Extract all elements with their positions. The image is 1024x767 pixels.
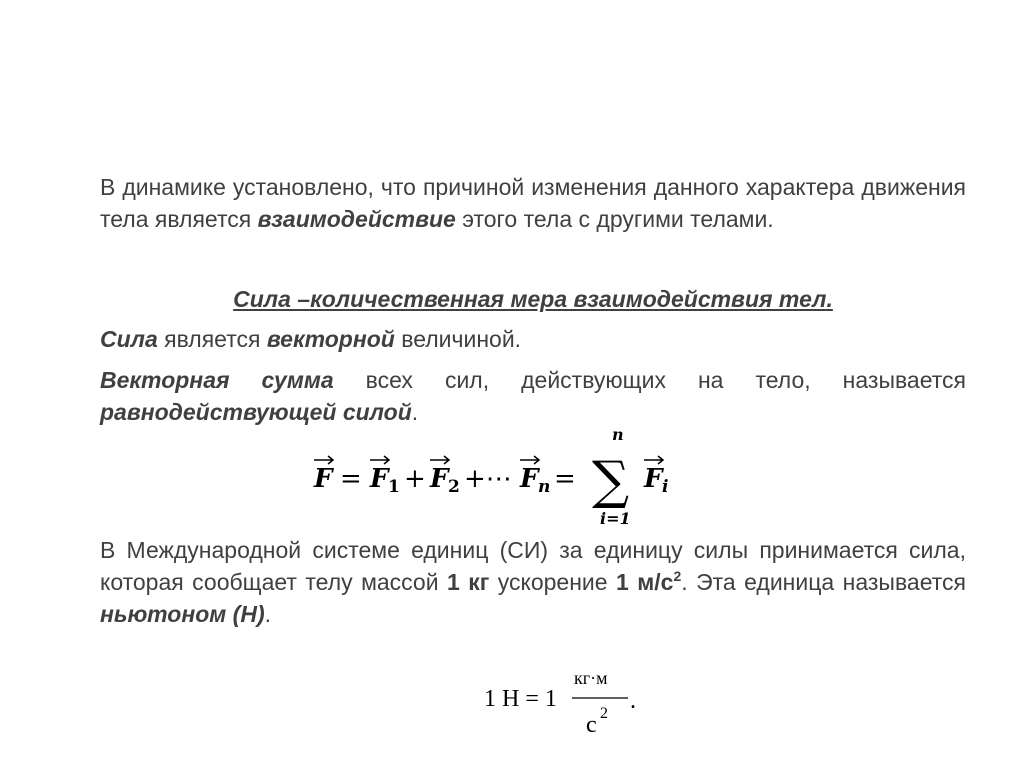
p3-resultant: равнодействующей силой [100,399,412,425]
p4-mass: 1 кг [447,569,490,595]
p4-text-1: В Международной системе единиц (СИ) за единицу силы принимается сила, которая сообщает телу массой [100,537,966,595]
formula-Fn: F [520,464,539,494]
sum-lower: i=1 [600,509,631,528]
definition-line [100,283,966,315]
sum-icon: ∑ [592,451,630,511]
p4-text-7: . [264,601,271,627]
formula-F1: F [370,464,389,494]
newton-unit-formula [480,660,680,750]
p2-vector: векторной [266,326,395,352]
formula-eq: = [340,464,362,494]
formula-plus1: + [404,464,426,494]
p2-text-4: величиной. [394,326,522,352]
paragraph-si-unit [100,534,966,630]
p3-text-2: всех сил, действующих на тело, называется [333,367,966,393]
formula-F1-sub: 1 [388,477,400,497]
newton-lhs: 1 Н = 1 [484,686,557,712]
p1-interaction: взаимодействие [257,206,456,232]
formula-F: F [314,464,333,494]
paragraph-dynamics [100,171,966,235]
sum-upper: n [612,425,624,444]
p4-accel-sup: 2 [673,568,682,584]
resultant-force-formula [300,420,700,530]
formula-eq2: = [554,464,576,494]
formula-F2-sub: 2 [448,477,460,497]
formula-Fn-sub: n [538,477,551,497]
p4-accel: 1 м/с [616,569,674,595]
p1-text-1: В динамике установлено, что причиной изменения данного характера движения тела является [100,174,966,232]
paragraph-resultant [100,364,966,428]
p2-text-2: является [157,326,267,352]
newton-numerator: кг·м [574,668,608,688]
paragraph-vector [100,323,966,355]
newton-den-sup: 2 [600,705,608,722]
formula-F2: F [430,464,449,494]
p4-newton: ньютоном (Н) [100,601,265,627]
p1-text-3: этого тела с другими телами. [455,206,774,232]
newton-dot: . [630,688,636,714]
newton-denominator: с [586,712,597,738]
formula-plus2: +⋯ [464,464,512,494]
formula-Fi: F [644,464,663,494]
p3-text-4: . [411,399,419,425]
p3-vector-sum: Векторная сумма [100,367,334,393]
force-definition: Сила –количественная мера взаимодействия тел. [233,286,833,312]
p4-text-5: . Эта единица называется [681,569,966,595]
p4-text-3: ускорение [489,569,617,595]
p2-force: Сила [100,326,158,352]
formula-Fi-sub: i [662,477,669,497]
